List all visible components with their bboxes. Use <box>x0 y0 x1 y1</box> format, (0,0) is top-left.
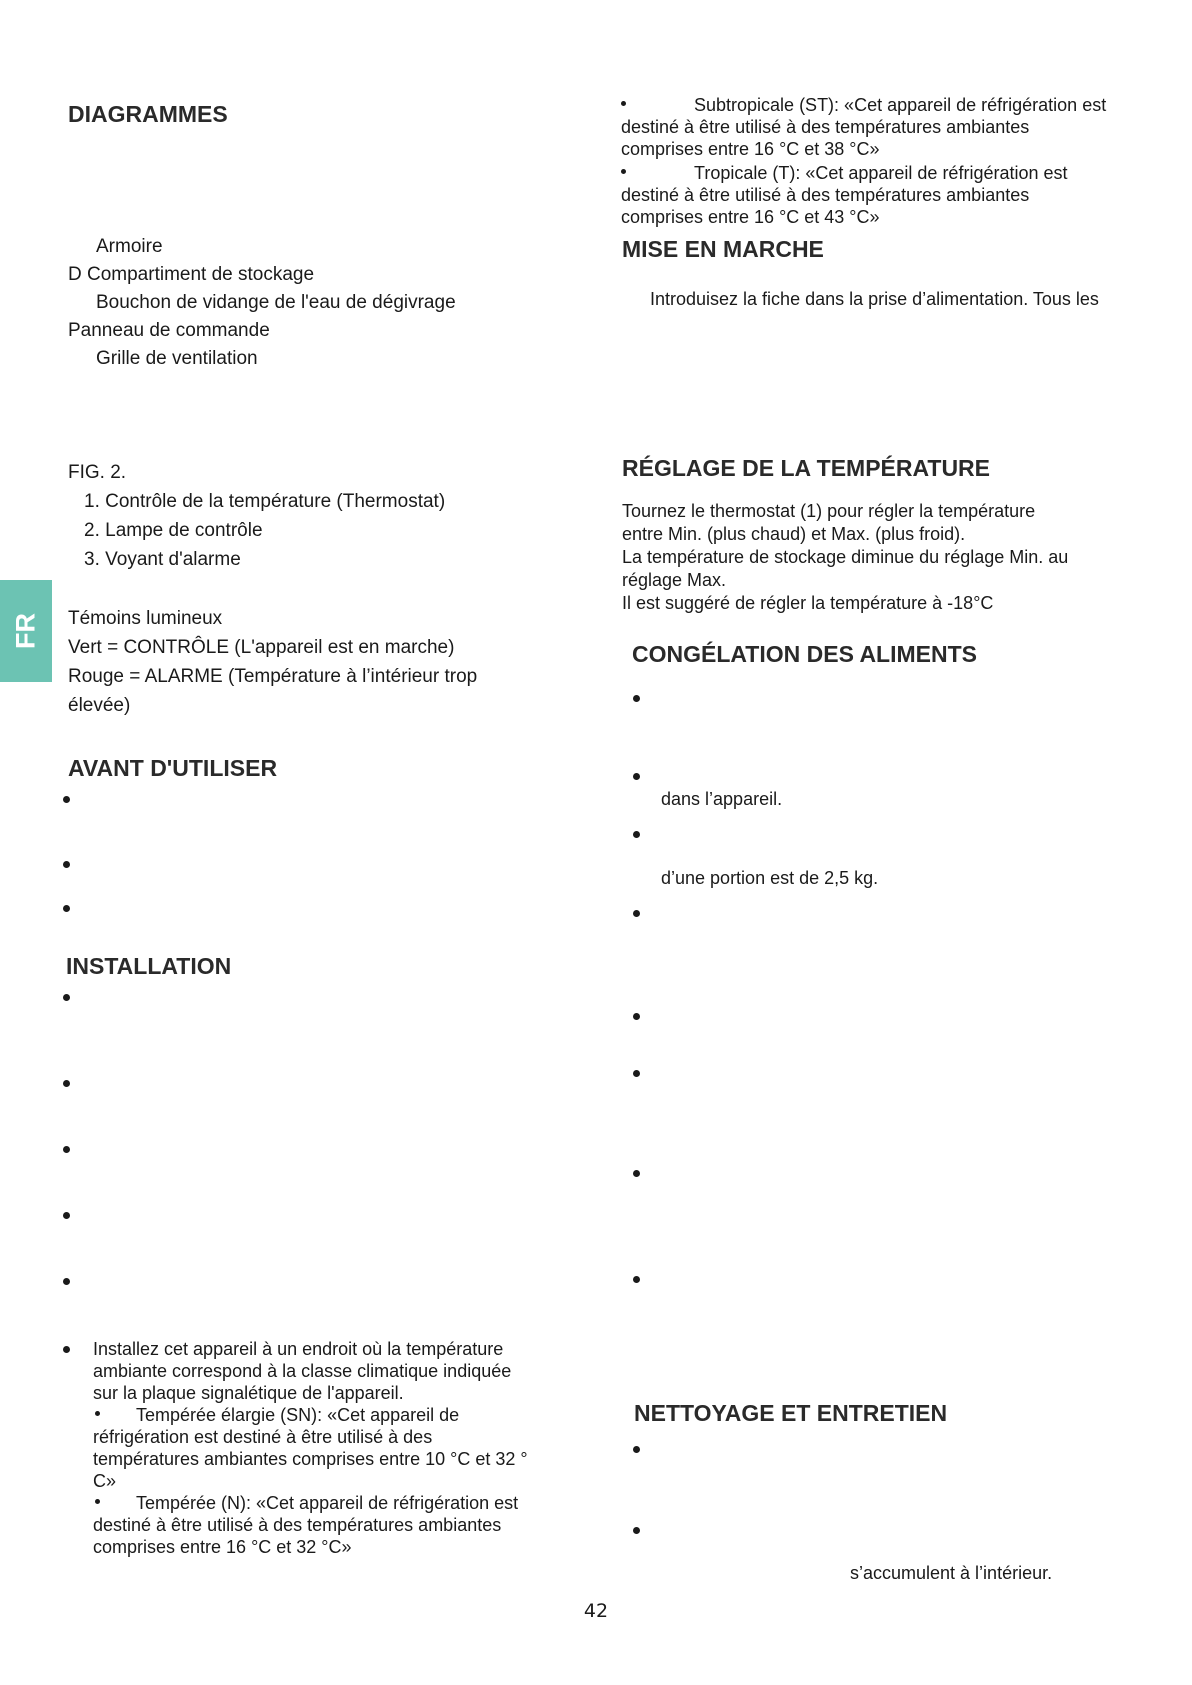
install-item-line2: ambiante correspond à la classe climatique indiquée <box>93 1361 512 1381</box>
part-drain-plug: Bouchon de vidange de l'eau de dégivrage <box>96 292 456 313</box>
fig2-item-1: 1. Contrôle de la température (Thermostat) <box>84 491 446 512</box>
fig2-item-3: 3. Voyant d'alarme <box>84 549 241 570</box>
congelation-heading: CONGÉLATION DES ALIMENTS <box>632 641 977 667</box>
mise-en-marche-text: Introduisez la fiche dans la prise d’alimentation. Tous les <box>650 289 1099 309</box>
temoins-title: Témoins lumineux <box>68 608 223 629</box>
bullet-icon <box>633 695 640 702</box>
bullet-icon <box>63 796 70 803</box>
language-tab-label: FR <box>10 613 41 649</box>
installation-heading: INSTALLATION <box>66 953 232 979</box>
climate-n-line1: Tempérée (N): «Cet appareil de réfrigération est <box>136 1493 519 1513</box>
bullet-icon <box>63 1212 70 1219</box>
congelation-fragment-2: d’une portion est de 2,5 kg. <box>661 868 879 888</box>
temoins-red-line1: Rouge = ALARME (Température à l’intérieur trop <box>68 666 478 687</box>
bullet-icon <box>63 1080 70 1087</box>
climate-n-line3: comprises entre 16 °C et 32 °C» <box>93 1537 352 1557</box>
bullet-icon <box>63 861 70 868</box>
fig2-item-2: 2. Lampe de contrôle <box>84 520 263 541</box>
bullet-icon <box>95 1499 100 1504</box>
bullet-icon <box>633 1527 640 1534</box>
bullet-icon <box>633 910 640 917</box>
climate-sn-line3: températures ambiantes comprises entre 10 °C et 32 ° <box>93 1449 528 1469</box>
climate-st-line1: Subtropicale (ST): «Cet appareil de réfrigération est <box>694 95 1107 115</box>
install-item-line3: sur la plaque signalétique de l'appareil. <box>93 1383 404 1403</box>
bullet-icon <box>633 1170 640 1177</box>
diagrammes-heading: DIAGRAMMES <box>68 101 228 127</box>
climate-t-line1: Tropicale (T): «Cet appareil de réfrigération est <box>694 163 1068 183</box>
temoins-red-line2: élevée) <box>68 695 131 716</box>
nettoyage-heading: NETTOYAGE ET ENTRETIEN <box>634 1400 948 1426</box>
reglage-line2: entre Min. (plus chaud) et Max. (plus froid). <box>622 524 966 544</box>
bullet-icon <box>633 1276 640 1283</box>
bullet-icon <box>633 1013 640 1020</box>
reglage-line3: La température de stockage diminue du réglage Min. au <box>622 547 1069 567</box>
bullet-icon <box>63 1346 70 1353</box>
reglage-line1: Tournez le thermostat (1) pour régler la température <box>622 501 1036 521</box>
climate-t-line3: comprises entre 16 °C et 43 °C» <box>621 207 880 227</box>
bullet-icon <box>633 1070 640 1077</box>
reglage-heading: RÉGLAGE DE LA TEMPÉRATURE <box>622 455 991 481</box>
mise-en-marche-heading: MISE EN MARCHE <box>622 236 824 262</box>
page-number: 42 <box>583 1600 609 1622</box>
congelation-fragment-1: dans l’appareil. <box>661 789 783 809</box>
bullet-icon <box>63 994 70 1001</box>
temoins-green: Vert = CONTRÔLE (L'appareil est en marche) <box>68 637 455 658</box>
climate-n-line2: destiné à être utilisé à des températures ambiantes <box>93 1515 502 1535</box>
part-storage: D Compartiment de stockage <box>68 264 315 285</box>
bullet-icon <box>63 1146 70 1153</box>
bullet-icon <box>63 905 70 912</box>
bullet-icon <box>633 773 640 780</box>
nettoyage-fragment: s’accumulent à l’intérieur. <box>850 1563 1053 1583</box>
part-grille: Grille de ventilation <box>96 348 258 369</box>
reglage-line5: Il est suggéré de régler la température à -18°C <box>622 593 994 613</box>
climate-st-line3: comprises entre 16 °C et 38 °C» <box>621 139 880 159</box>
climate-t-line2: destiné à être utilisé à des températures ambiantes <box>621 185 1030 205</box>
bullet-icon <box>633 831 640 838</box>
part-armoire: Armoire <box>96 236 163 257</box>
bullet-icon <box>621 169 626 174</box>
climate-sn-line1: Tempérée élargie (SN): «Cet appareil de <box>136 1405 460 1425</box>
climate-st-line2: destiné à être utilisé à des températures ambiantes <box>621 117 1030 137</box>
install-item-line1: Installez cet appareil à un endroit où la température <box>93 1339 504 1359</box>
bullet-icon <box>621 101 626 106</box>
part-control-panel: Panneau de commande <box>68 320 270 341</box>
bullet-icon <box>95 1411 100 1416</box>
climate-sn-line4: C» <box>93 1471 117 1491</box>
bullet-icon <box>633 1446 640 1453</box>
bullet-icon <box>63 1278 70 1285</box>
reglage-line4: réglage Max. <box>622 570 727 590</box>
climate-sn-line2: réfrigération est destiné à être utilisé à des <box>93 1427 433 1447</box>
language-tab <box>0 580 52 682</box>
fig2-label: FIG. 2. <box>68 462 127 483</box>
avant-heading: AVANT D'UTILISER <box>68 755 278 781</box>
